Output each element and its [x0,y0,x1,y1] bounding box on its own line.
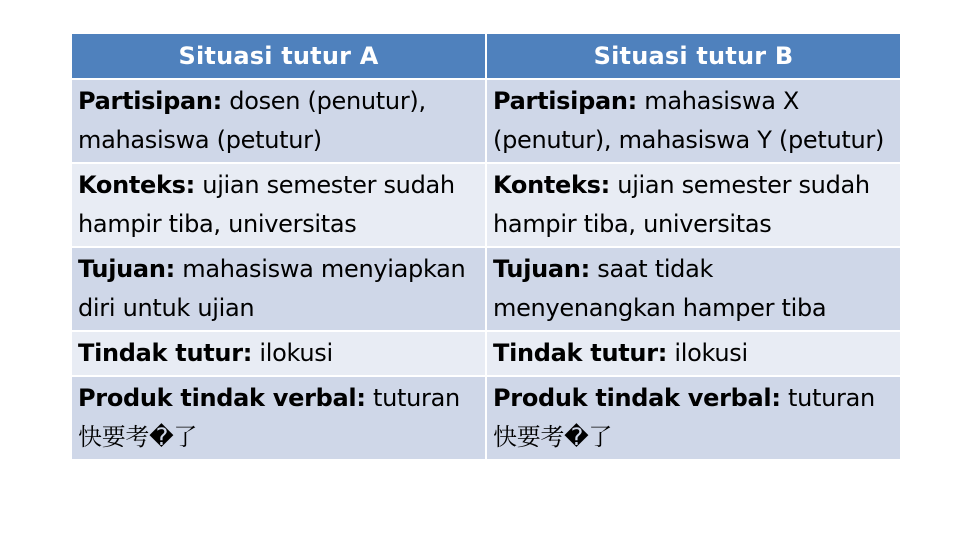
cell-label: Partisipan: [78,87,222,115]
cell-b-context [486,163,901,247]
table-row-participants [71,79,901,163]
cell-label: Tujuan: [493,255,590,283]
table-row-speech-act [71,331,901,376]
header-situation-b: Situasi tutur B [486,33,901,79]
cell-label: Konteks: [78,171,195,199]
cell-a-goal [71,247,486,331]
cell-value: ilokusi [667,339,748,367]
cell-label: Tujuan: [78,255,175,283]
cell-value: mahasiswa X (penutur), mahasiswa Y (petutur) [493,87,885,154]
table-row-verbal-product [71,376,901,460]
cell-label: Tindak tutur: [493,339,668,367]
table-row-context [71,163,901,247]
cell-a-speech-act [71,331,486,376]
table-row-goal [71,247,901,331]
table-header-row [71,33,901,79]
cell-label: Partisipan: [493,87,637,115]
cell-b-speech-act [486,331,901,376]
cell-value: tuturan 快要考�了 [78,384,460,451]
cell-value: ilokusi [252,339,333,367]
cell-b-participants [486,79,901,163]
comparison-table [70,32,902,461]
cell-label: Konteks: [493,171,610,199]
cell-b-goal [486,247,901,331]
cell-value: ujian semester sudah hampir tiba, universitas [78,171,455,238]
cell-value: ujian semester sudah hampir tiba, universitas [493,171,870,238]
cell-label: Produk tindak verbal: [493,384,781,412]
cell-a-context [71,163,486,247]
cell-label: Produk tindak verbal: [78,384,366,412]
cell-value: tuturan 快要考�了 [493,384,875,451]
cell-a-participants [71,79,486,163]
cell-value: saat tidak menyenangkan hamper tiba [493,255,827,322]
cell-b-verbal-product [486,376,901,460]
cell-label: Tindak tutur: [78,339,253,367]
cell-a-verbal-product [71,376,486,460]
header-situation-a: Situasi tutur A [71,33,486,79]
cell-value: mahasiswa menyiapkan diri untuk ujian [78,255,466,322]
cell-value: dosen (penutur), mahasiswa (petutur) [78,87,426,154]
